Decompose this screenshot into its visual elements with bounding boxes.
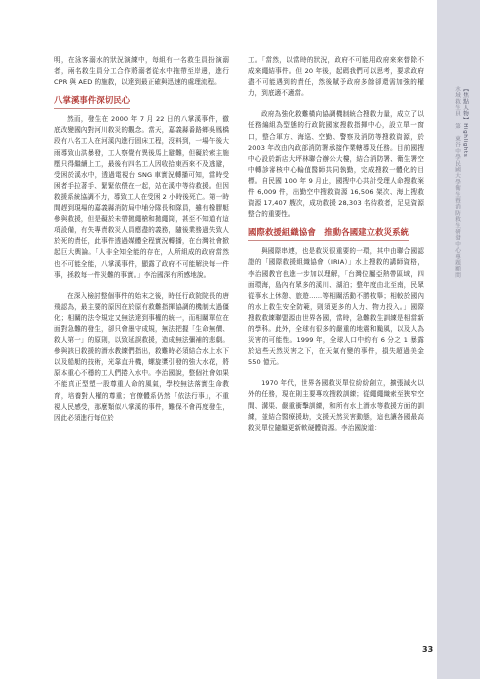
article-column-left	[54, 55, 229, 424]
paragraph: 與國際串連，也是救災很重要的一環，其中由聯合國認證的「國際救援組織協會（IRIA）」水上搜救的講師資格，李治國教官也進一步加以理解，「台灣位屬亞熱帶區域，四面環海，島內有眾多的溪川、湖泊；整年度由北至南，民眾從事水上休憩、旅遊……等相關活動不勝枚舉；相較於國內的水上救生安全防範，則須更多的人力、物力投入。」國際搜救救練聯盟源由世界各國，當時，急難救生訓練是相當新的學科。此外，全球有很多的嚴重的地震和颱風，以及人為災害的可能性。1999 年，全球人口中約有 6 分之 1 暴露於這些天然災害之下，在天氣有變的事件，損失超過美金 550 億元。	[248, 247, 424, 367]
page-number: 33	[422, 645, 434, 654]
paragraph: 在深入檢討整個事件的始末之後，時任行政院院長的唐飛認為，最主要的原因在於原有救難指揮協調的機制太過僵化；相關的法令規定又無法達到事權的統一，而相關單位在面對急難的發生，卻只會墨守成規，無法把握「生命無價、救人第一」的原則，以致延誤救援，造成無法彌補的悲劇。參與該日救援的潛水教練們指出，救難時必須結合水上水下以及船艇的技術，光靠直升機，螺旋槳引發的強大水花，將原本重心不穩的工人們捲入水中。李治國說，整個社會如果不能真正型塑一股尊重人命的風氣，學校無法落實生命教育，培養對人權的尊重；官僚體系仍然「依法行事」，不重視人民感受，那麼類似八掌溪的事件，難保不會再度發生，因此必須進行每位於	[54, 291, 229, 422]
section-heading: 八掌溪事件深切民心	[54, 94, 130, 109]
paragraph-continued: 工。「當然，以當時的狀況，政府不可能用政府來來替除不成來繩結事件。但 20 年後，起碼我們可以思考，要求政府盡不可能遇到的責任，然後賦予政府多餘卻還需加強的權力，到底適不適當。	[248, 56, 424, 98]
paragraph: 政府為強化救難橫向協調機制統合搜救力量，成立了以任務編組為型態的行政院國家搜救指揮中心，設立單一窗口，整合軍方、海巡、空勤、警察及消防等搜救資源，於 2003 年改由內政部消防署承接作業轄導及任務。目前國搜中心設於新店大坪林聯合辦公大樓，結合消防署、衛生署空中轉診審核中心輪值醫師共同執勤，完成搜救一體化的目標。自民國 100 年 9 月止，國搜中心共計受理人命搜救案件 6,009 件，出勤空中搜救資源 16,506 架次、海上搜救資源 17,407 艘次，成功救援 28,303 名待救者，足見資源整合的重要性。	[248, 110, 424, 219]
side-band-label	[453, 86, 469, 283]
paragraph: 1970 年代，世界各國救災單位紛紛創立，擴張減火以外的任務，現在則主要專攻搜救訓練；從繩繩織索至狹窄空間、溝渠、嚴重衝擊訓練，和所有水上潛水等救援方面的訓練，並結合醫療援助，支援天然災害動態，這也讓各國最高救災單位隨繼更新軟硬體資源。李治國說道：	[248, 379, 424, 432]
paragraph: 然而，發生在 2000 年 7 月 22 日的八掌溪事件，徹底改變國內對河川救災的觀念。當天，嘉義縣番路鄉吳鳳橋段有八名工人在河溪內進行固床工程，沒料到，一場午後大雨導致山洪暴發，工人察覺有異後馬上避難，但礙於索主施壓只得繼續上工，最後有四名工人因收拾東西來不及逃避，受困於溪水中，透過電視台 SNG 車實況轉播可知，當時受困者手拉著手、緊緊依偎在一起，站在溪中等待救援。但因救援系統協調不力，導致工人在受困 2 小時後死亡。第一時間趕到現場的嘉義縣消防局中埔分隊長和隊員，雖有橡膠艇參與救援，但是礙於未帶拋繩槍和拋繩筒，甚至不知道有這項設備，有失專責救災人員應盡的義務，隨後業務過失致人於死的責任，此事件透過媒體全程實況轉播，在台灣社會掀起巨大輿論。「人非全知全能的存在，人所組成的政府當然也不可能全能，八掌溪事件，顯露了政府不可能解決每一件事，拯救每一件災難的事實。」李治國深有所感地說。	[54, 115, 229, 279]
section-label: 【焦點人物】Highlights	[462, 86, 468, 158]
section-heading: 國際救援組織協會 推動各國建立救災系統	[248, 226, 409, 241]
paragraph-continued: 明，在泳客溺水的狀況演練中，每組有一名救生員扮演溺者，兩名救生員分工合作將溺者從水中拖帶至岸邊，進行 CPR 與 AED 的施救，以達到最正確與迅速的處理流程。	[54, 56, 229, 87]
side-band	[437, 0, 480, 679]
article-column-right	[248, 55, 424, 434]
section-subtitle: 水域救生員 第 東谷中學民國大學衛生暨消防救生研發中心專題顧問	[454, 86, 460, 279]
